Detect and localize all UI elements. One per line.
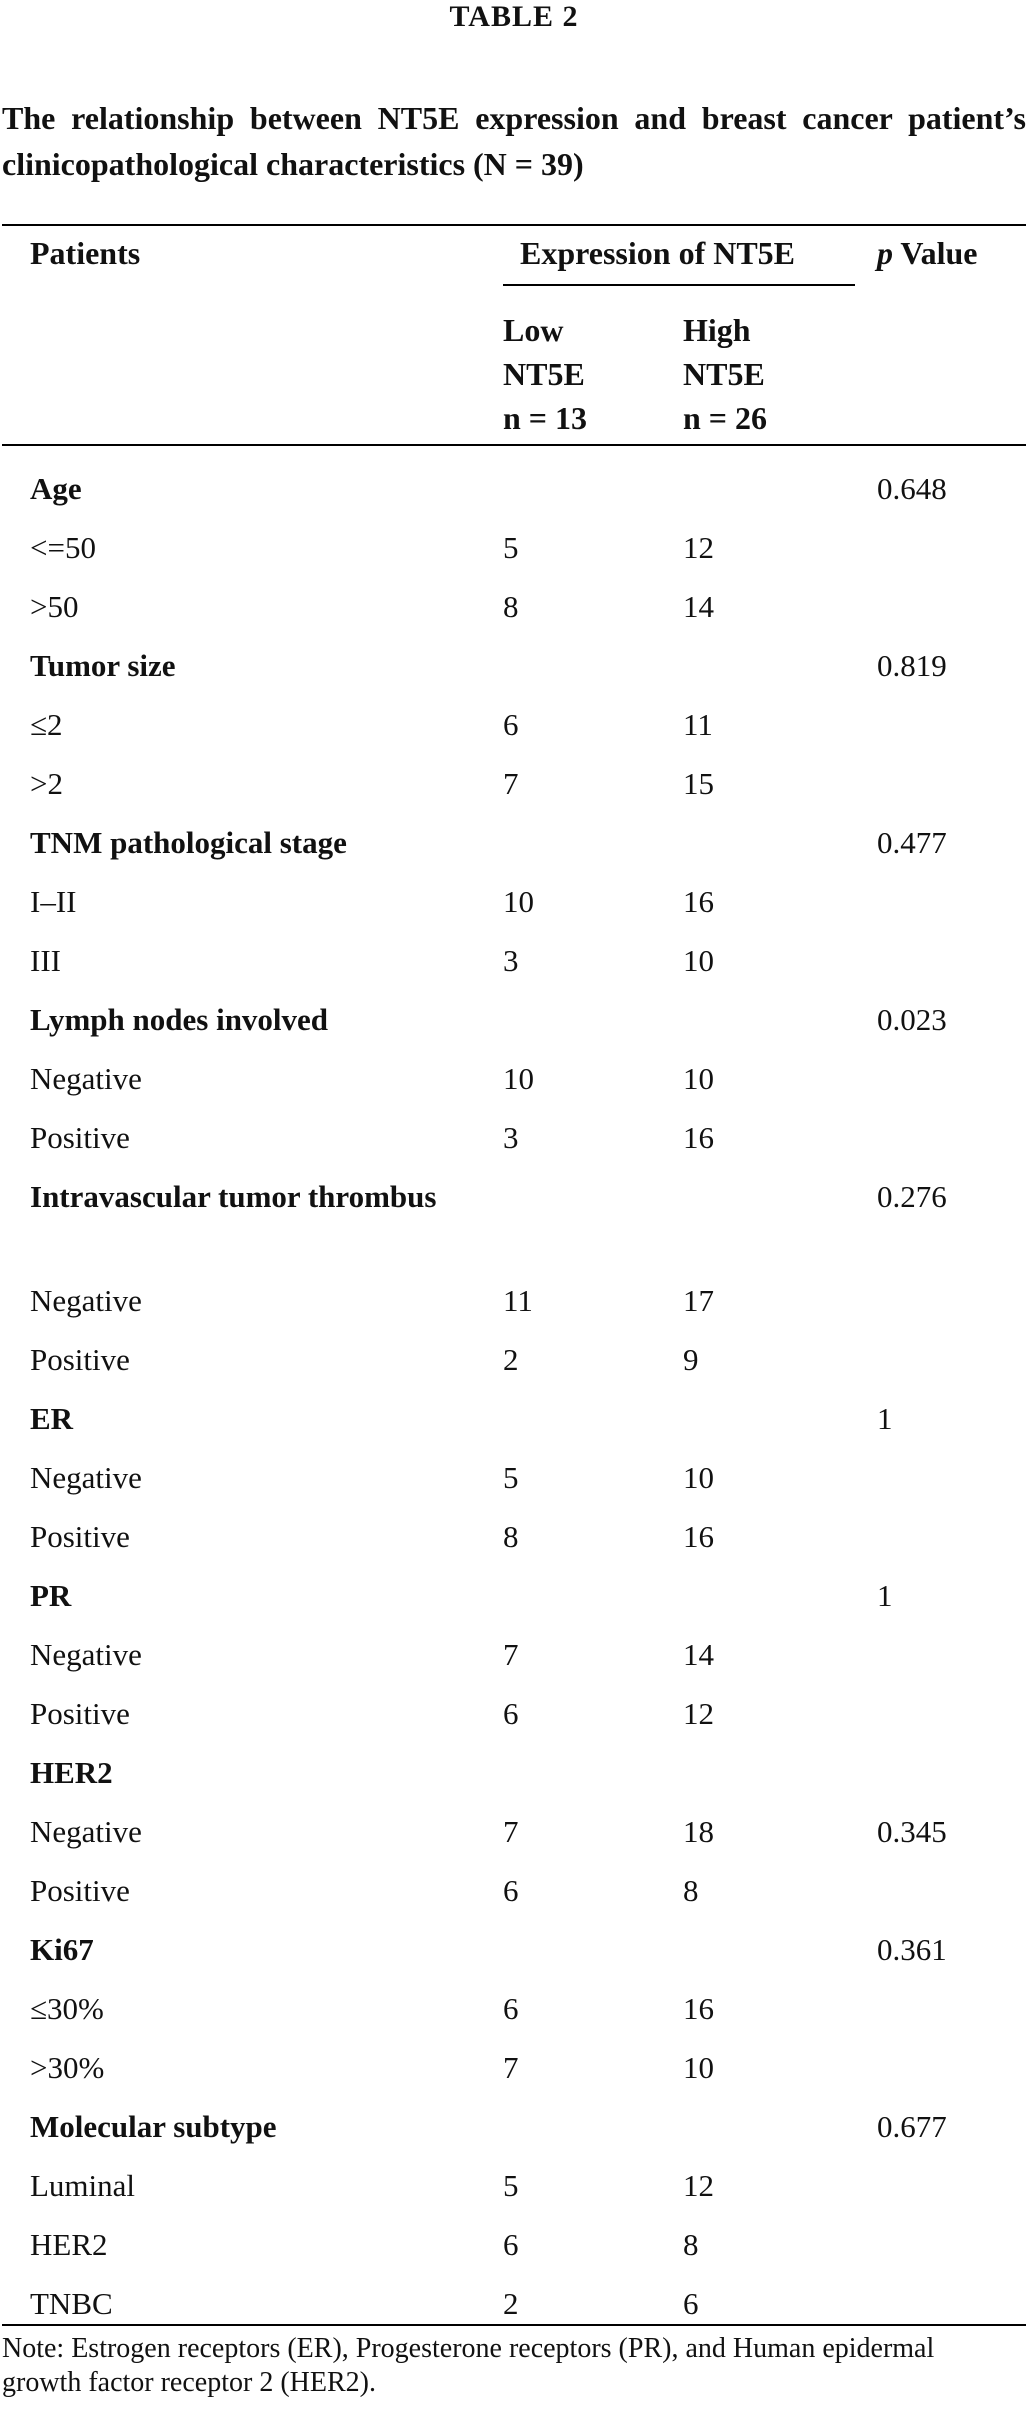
header-expression-group: Expression of NT5E [520,235,796,271]
table-row [0,1625,1028,1684]
high-nt5e-count: 12 [683,2168,714,2203]
high-nt5e-count: 16 [683,1519,714,1554]
high-nt5e-count: 12 [683,530,714,565]
row-label: Negative [30,1460,142,1495]
row-label: PR [30,1578,72,1613]
low-nt5e-count: 6 [503,707,519,742]
low-nt5e-count: 10 [503,1061,534,1096]
header-low-line: NT5E [503,356,585,392]
table-row [0,1507,1028,1566]
header-high-line: High [683,312,751,348]
high-nt5e-count: 16 [683,1991,714,2026]
row-label: Luminal [30,2168,136,2203]
category-row [0,813,1028,872]
low-nt5e-count: 8 [503,1519,519,1554]
high-nt5e-count: 10 [683,943,714,978]
row-label: I–II [30,884,77,919]
table-row [0,1108,1028,1167]
table-body [0,459,1028,2333]
category-row [0,1566,1028,1625]
low-nt5e-count: 7 [503,766,519,801]
p-value: 0.276 [877,1179,947,1214]
category-row [0,636,1028,695]
table-row [0,1330,1028,1389]
row-label: >2 [30,766,63,801]
header-low-line: n = 13 [503,400,588,436]
table-row [0,1448,1028,1507]
p-value: 0.819 [877,648,947,683]
category-row [0,1167,1028,1271]
row-label: Negative [30,1061,142,1096]
low-nt5e-count: 10 [503,884,534,919]
table-row [0,1861,1028,1920]
header-low-nt5e [503,308,587,440]
row-label: Negative [30,1283,142,1318]
high-nt5e-count: 11 [683,707,713,742]
table-row [0,2038,1028,2097]
high-nt5e-count: 9 [683,1342,699,1377]
header-p-value [877,232,977,274]
row-label: Molecular subtype [30,2109,277,2144]
low-nt5e-count: 2 [503,1342,519,1377]
row-label: Positive [30,1873,130,1908]
table-row [0,577,1028,636]
row-label: >30% [30,2050,105,2085]
table-label: TABLE 2 [449,0,579,33]
category-row [0,459,1028,518]
table-row [0,1684,1028,1743]
row-label: TNBC [30,2286,113,2321]
row-label: Positive [30,1342,130,1377]
p-value: 0.477 [877,825,947,860]
row-label: <=50 [30,530,96,565]
table-bottom-rule [2,2324,1026,2326]
row-label: HER2 [30,1755,113,1790]
table-header-rule [2,444,1026,446]
table-top-rule [2,224,1026,226]
low-nt5e-count: 7 [503,1637,519,1672]
p-value: 0.023 [877,1002,947,1037]
header-p-italic: p [877,235,893,271]
p-value: 0.648 [877,471,947,506]
row-label: HER2 [30,2227,108,2262]
row-label: Positive [30,1696,130,1731]
header-high-nt5e [683,308,767,440]
low-nt5e-count: 2 [503,2286,519,2321]
low-nt5e-count: 6 [503,1991,519,2026]
high-nt5e-count: 17 [683,1283,714,1318]
high-nt5e-count: 14 [683,1637,714,1672]
table-row [0,1802,1028,1861]
table-row [0,2215,1028,2274]
low-nt5e-count: 7 [503,2050,519,2085]
table-row [0,695,1028,754]
table-row [0,872,1028,931]
high-nt5e-count: 8 [683,1873,699,1908]
table-row [0,1979,1028,2038]
row-label: Positive [30,1519,130,1554]
row-label: Age [30,471,82,506]
low-nt5e-count: 6 [503,1873,519,1908]
high-nt5e-count: 10 [683,2050,714,2085]
header-patients: Patients [30,235,141,271]
header-high-line: n = 26 [683,400,768,436]
row-label: Tumor size [30,648,176,683]
table-row [0,1049,1028,1108]
row-label: Negative [30,1814,142,1849]
row-label: >50 [30,589,79,624]
header-high-line: NT5E [683,356,765,392]
low-nt5e-count: 3 [503,1120,519,1155]
row-label: Lymph nodes involved [30,1002,329,1037]
row-label: ER [30,1401,74,1436]
high-nt5e-count: 8 [683,2227,699,2262]
high-nt5e-count: 14 [683,589,714,624]
category-row [0,1389,1028,1448]
low-nt5e-count: 5 [503,2168,519,2203]
table-row [0,1271,1028,1330]
row-label: ≤2 [30,707,63,742]
table-row [0,2156,1028,2215]
row-label: Ki67 [30,1932,94,1967]
row-label: ≤30% [30,1991,104,2026]
p-value: 0.345 [877,1814,947,1849]
low-nt5e-count: 7 [503,1814,519,1849]
p-value: 1 [877,1401,893,1436]
category-row [0,1920,1028,1979]
header-group-rule [503,284,855,286]
low-nt5e-count: 6 [503,2227,519,2262]
high-nt5e-count: 16 [683,884,714,919]
low-nt5e-count: 11 [503,1283,533,1318]
row-label: Negative [30,1637,142,1672]
table-caption: The relationship between NT5E expression and breast cancer patient’s clinicopathological characteristics (N = 39) [2,100,1026,182]
row-label: III [30,943,61,978]
low-nt5e-count: 5 [503,1460,519,1495]
category-row [0,1743,1028,1802]
high-nt5e-count: 10 [683,1061,714,1096]
high-nt5e-count: 6 [683,2286,699,2321]
category-row [0,990,1028,1049]
table-row [0,518,1028,577]
p-value: 1 [877,1578,893,1613]
high-nt5e-count: 10 [683,1460,714,1495]
table-row [0,931,1028,990]
table-note: Note: Estrogen receptors (ER), Progesterone receptors (PR), and Human epidermal growth factor receptor 2 (HER2). [2,2333,935,2398]
row-label: Intravascular tumor thrombus [30,1179,437,1214]
table-row [0,754,1028,813]
header-p-rest: Value [893,235,978,271]
low-nt5e-count: 5 [503,530,519,565]
high-nt5e-count: 15 [683,766,714,801]
header-low-line: Low [503,312,564,348]
low-nt5e-count: 3 [503,943,519,978]
low-nt5e-count: 6 [503,1696,519,1731]
p-value: 0.677 [877,2109,947,2144]
p-value: 0.361 [877,1932,947,1967]
high-nt5e-count: 18 [683,1814,714,1849]
row-label: TNM pathological stage [30,825,347,860]
low-nt5e-count: 8 [503,589,519,624]
high-nt5e-count: 16 [683,1120,714,1155]
category-row [0,2097,1028,2156]
row-label: Positive [30,1120,130,1155]
high-nt5e-count: 12 [683,1696,714,1731]
